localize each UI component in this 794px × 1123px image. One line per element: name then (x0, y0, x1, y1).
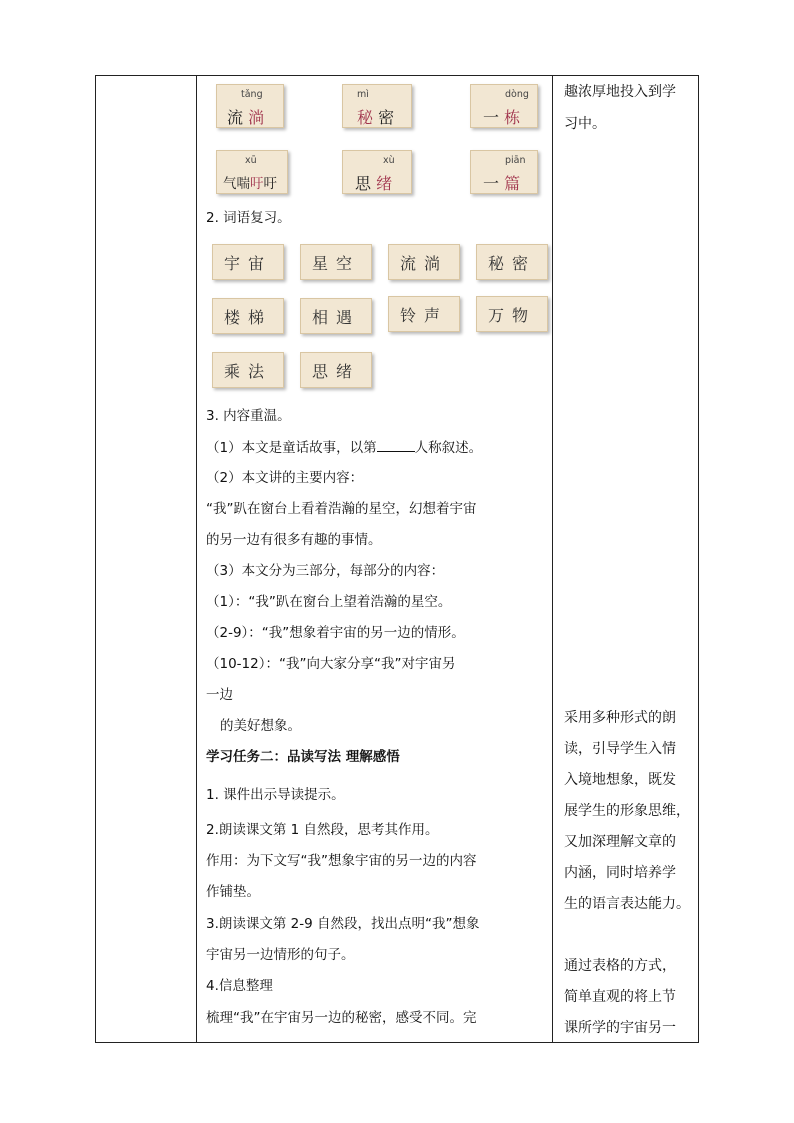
pinyin-text: dòng (505, 89, 529, 100)
column-divider (196, 76, 197, 1042)
pinyin-card (216, 150, 288, 194)
word-text: 一 篇 (483, 174, 521, 193)
vocab-card: 星空 (300, 244, 372, 280)
vocab-card: 思绪 (300, 352, 372, 388)
lesson-plan-table (95, 75, 699, 1043)
pinyin-card (342, 84, 412, 128)
answer-text: “我”趴在窗台上看着浩瀚的星空，幻想着宇宙 (206, 501, 477, 517)
note-text: 生的语言表达能力。 (564, 896, 690, 912)
vocab-card: 相遇 (300, 298, 372, 334)
note-text: 又加深理解文章的 (564, 834, 676, 850)
note-text: 简单直观的将上节 (564, 989, 676, 1005)
note-text: 课所学的宇宙另一 (564, 1020, 676, 1036)
word-text: 秘 密 (357, 108, 395, 127)
answer-text: 一边 (206, 687, 233, 703)
note-text: 展学生的形象思维， (564, 803, 690, 819)
section-heading: 2. 词语复习。 (206, 210, 291, 226)
pinyin-text: mì (357, 89, 369, 100)
vocab-card: 流淌 (388, 244, 460, 280)
vocab-card: 秘密 (476, 244, 548, 280)
question-text: （3）本文分为三部分，每部分的内容： (206, 563, 445, 579)
pinyin-card (470, 150, 538, 194)
note-text: 习中。 (564, 116, 606, 132)
vocab-card: 铃声 (388, 296, 460, 332)
answer-text: 的美好想象。 (220, 718, 301, 734)
section-heading: 3. 内容重温。 (206, 408, 291, 424)
answer-text: （1）：“我”趴在窗台上望着浩瀚的星空。 (206, 594, 452, 610)
word-text: 流 淌 (227, 108, 265, 127)
column-divider (552, 76, 553, 1042)
note-text: 采用多种形式的朗 (564, 710, 676, 726)
word-text: 气喘吁吁 (223, 176, 277, 192)
answer-text: （2-9）：“我”想象着宇宙的另一边的情形。 (206, 625, 465, 641)
pinyin-card (342, 150, 412, 194)
pinyin-text: xù (383, 155, 395, 166)
question-text: （2）本文讲的主要内容： (206, 470, 364, 486)
answer-text: 作用：为下文写“我”想象宇宙的另一边的内容 (206, 853, 477, 869)
answer-text: 作铺垫。 (206, 884, 260, 900)
pinyin-card (470, 84, 538, 128)
vocab-card: 楼梯 (212, 298, 284, 334)
note-text: 趣浓厚地投入到学 (564, 84, 676, 100)
step-text: 2.朗读课文第 1 自然段，思考其作用。 (206, 822, 439, 838)
pinyin-text: tǎng (241, 89, 263, 100)
teaching-content-column (200, 76, 552, 1042)
step-text: 3.朗读课文第 2-9 自然段，找出点明“我”想象 (206, 916, 480, 932)
answer-text: 的另一边有很多有趣的事情。 (206, 532, 382, 548)
task-heading: 学习任务二：品读写法 理解感悟 (206, 749, 400, 765)
pinyin-text: xū (245, 155, 257, 166)
question-text: （1）本文是童话故事，以第 人称叙述。 (206, 437, 482, 458)
step-text: 梳理“我”在宇宙另一边的秘密，感受不同。完 (206, 1010, 477, 1026)
step-text: 宇宙另一边情形的句子。 (206, 947, 355, 963)
pinyin-card (216, 84, 284, 128)
pinyin-text: piān (505, 155, 526, 166)
answer-blank (377, 437, 415, 452)
note-text: 入境地想象，既发 (564, 772, 676, 788)
word-text: 思 绪 (355, 174, 393, 193)
step-text: 4.信息整理 (206, 978, 273, 994)
note-text: 通过表格的方式， (564, 958, 676, 974)
vocab-card: 乘法 (212, 352, 284, 388)
answer-text: （10-12）：“我”向大家分享“我”对宇宙另 (206, 656, 456, 672)
vocab-card: 万物 (476, 296, 548, 332)
note-text: 读，引导学生入情 (564, 741, 676, 757)
note-text: 内涵，同时培养学 (564, 865, 676, 881)
vocab-card: 宇宙 (212, 244, 284, 280)
word-text: 一 栋 (483, 108, 521, 127)
step-text: 1. 课件出示导读提示。 (206, 787, 345, 803)
design-notes-column (558, 76, 696, 1042)
